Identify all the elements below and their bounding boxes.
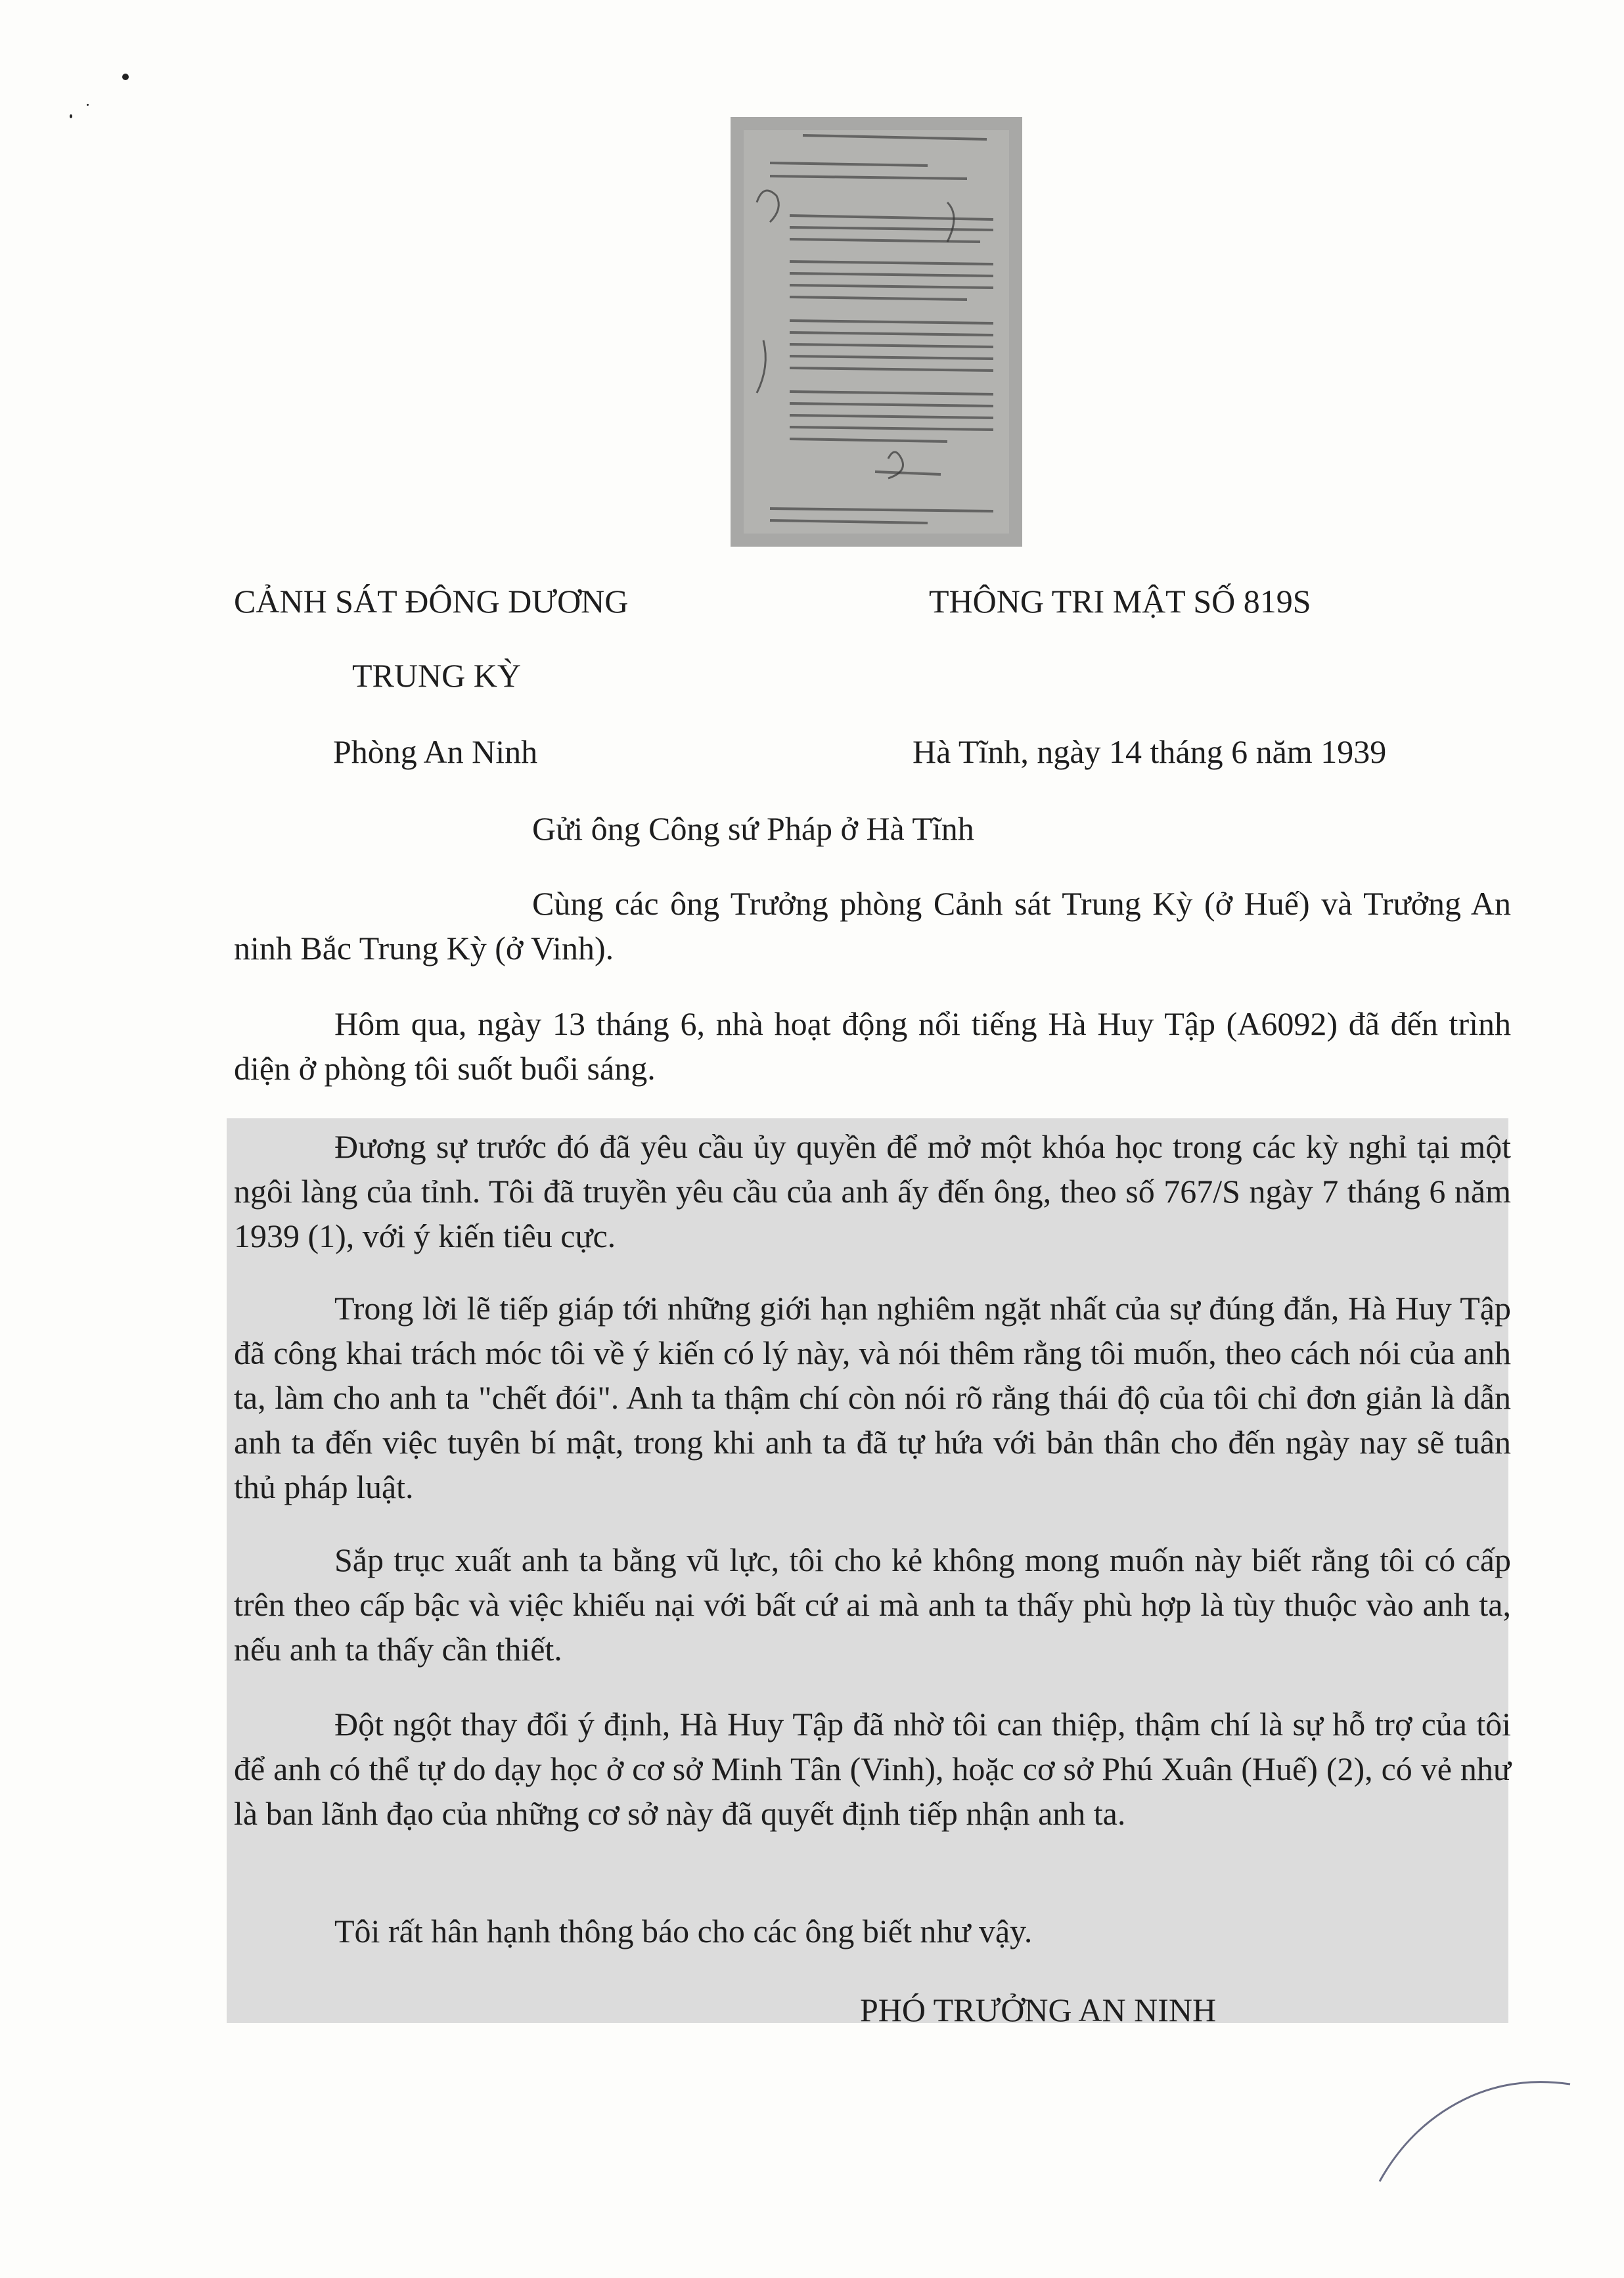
paragraph-expulsion: Sắp trục xuất anh ta bằng vũ lực, tôi cho kẻ không mong muốn này biết rằng tôi có cấp trên theo cấp bậc và việc khiếu nại với bất cứ ai mà anh ta thấy phù hợp là tùy thuộc vào anh ta, nếu anh ta thấy cần thiết. xyxy=(234,1541,1511,1668)
document-title: THÔNG TRI MẬT SỐ 819S xyxy=(929,583,1311,620)
paragraph-reproach: Trong lời lẽ tiếp giáp tới những giới hạn nghiêm ngặt nhất của sự đúng đắn, Hà Huy Tập đã công khai trách móc tôi về ý kiến có lý này, và nói thêm rằng tôi muốn, theo cách nói của anh ta, làm cho anh ta "chết đói". Anh ta thậm chí còn nói rõ rằng thái độ của tôi chỉ đơn giản là dẫn anh ta đến việc tuyên bí mật, trong khi anh ta đã tự hứa với bản thân cho đến ngày nay sẽ tuân thủ pháp luật. xyxy=(234,1290,1511,1505)
scan-speck xyxy=(122,74,129,80)
signature-title: PHÓ TRƯỞNG AN NINH xyxy=(860,1992,1217,2028)
paragraph-intro: Hôm qua, ngày 13 tháng 6, nhà hoạt động nổi tiếng Hà Huy Tập (A6092) đã đến trình diện ở phòng tôi suốt buổi sáng. xyxy=(234,1005,1511,1087)
pen-stroke-mark xyxy=(1366,2050,1583,2195)
paragraph-request: Đương sự trước đó đã yêu cầu ủy quyền để mở một khóa học trong các kỳ nghỉ tại một ngôi làng của tỉnh. Tôi đã truyền yêu cầu của anh ấy đến ông, theo số 767/S ngày 7 tháng 6 năm 1939 (1), với ý kiến tiêu cực. xyxy=(234,1128,1511,1254)
scan-speck xyxy=(87,104,89,106)
org-name: CẢNH SÁT ĐÔNG DƯƠNG xyxy=(234,583,629,620)
scan-speck xyxy=(70,114,72,118)
archive-document-photo xyxy=(731,117,1022,547)
recipient-line: Gửi ông Công sứ Pháp ở Hà Tĩnh xyxy=(532,810,974,847)
org-office: Phòng An Ninh xyxy=(333,733,538,770)
org-region: TRUNG KỲ xyxy=(352,657,521,694)
place-date: Hà Tĩnh, ngày 14 tháng 6 năm 1939 xyxy=(913,733,1387,770)
paragraph-change-of-mind: Đột ngột thay đổi ý định, Hà Huy Tập đã nhờ tôi can thiệp, thậm chí là sự hỗ trợ của tôi để anh có thể tự do dạy học ở cơ sở Minh Tân (Vinh), hoặc cơ sở Phú Xuân (Huế) (2), có vẻ như là ban lãnh đạo của những cơ sở này đã quyết định tiếp nhận anh ta. xyxy=(234,1706,1511,1832)
closing-line: Tôi rất hân hạnh thông báo cho các ông biết như vậy. xyxy=(334,1913,1033,1949)
cc-line: Cùng các ông Trưởng phòng Cảnh sát Trung Kỳ (ở Huế) và Trưởng An ninh Bắc Trung Kỳ (ở Vinh). xyxy=(234,885,1511,967)
